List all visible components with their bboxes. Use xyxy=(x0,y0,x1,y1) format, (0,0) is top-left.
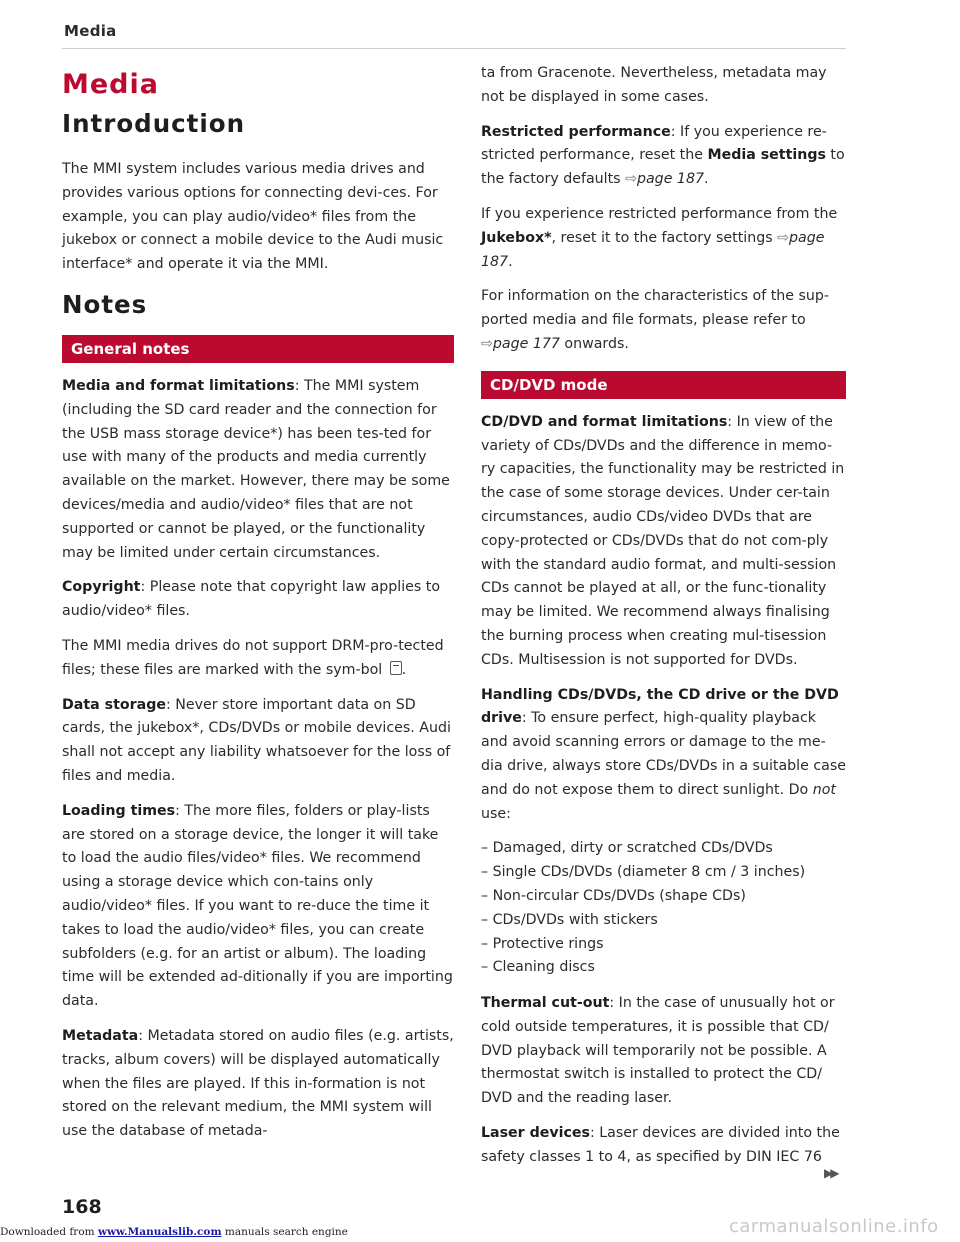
paragraph-copyright xyxy=(62,576,454,624)
paragraph-metadata-continued: ta from Gracenote. Nevertheless, metadata may not be displayed in some cases. xyxy=(481,65,827,105)
intro-paragraph: The MMI system includes various media drives and provides various options for connecting devi-ces. For example, you can play audio/video* files from the jukebox or connect a mobile device to the Audi music interface* and operate it via the MMI. xyxy=(62,161,444,273)
term-thermal-cutout: Thermal cut-out xyxy=(481,995,610,1012)
left-column xyxy=(62,62,454,1155)
text-handling-b: use: xyxy=(481,805,511,822)
text-metadata: : Metadata stored on audio files (e.g. artists, tracks, album covers) will be displayed automatically when the files are played. If this in-formation is not stored on the relevant medium, the MMI system will use the database of metada- xyxy=(62,1027,454,1140)
text-data-storage: : Never store important data on SD cards, the jukebox*, CDs/DVDs or mobile devices. Audi shall not accept any liability whatsoever for the loss of files and media. xyxy=(62,696,451,784)
running-header-title: Media xyxy=(64,22,117,40)
paragraph-handling xyxy=(481,684,846,827)
continue-arrow-icon: ▶▶ xyxy=(824,1166,837,1180)
manualslib-link[interactable]: www.Manualslib.com xyxy=(97,1226,222,1238)
paragraph-cd-dvd-limitations xyxy=(481,411,846,673)
cd-dvd-mode-bar: CD/DVD mode xyxy=(481,371,846,399)
chapter-title: Media xyxy=(62,69,159,100)
right-column xyxy=(481,62,846,1181)
paragraph-laser-devices xyxy=(481,1122,846,1170)
paragraph-data-storage xyxy=(62,694,454,789)
paragraph-formats xyxy=(481,285,846,356)
emphasis-not: not xyxy=(812,781,836,798)
section-heading-introduction: Introduction xyxy=(62,109,246,138)
term-restricted-performance: Restricted performance xyxy=(481,123,671,140)
paragraph-thermal-cutout xyxy=(481,992,846,1111)
page-ref-text: page 187 xyxy=(636,171,705,188)
term-jukebox: Jukebox* xyxy=(481,229,552,246)
text-loading-times: : The more files, folders or play-lists are stored on a storage device, the longer it will take to load the audio files/video* files. We recommend using a storage device which con-tains only audio/video* files. If you want to re-duce the time it takes to load the audio/video* files, you can create subfolders (e.g. for an artist or album). The loading time will be extended ad-ditionally if you are importing data. xyxy=(62,802,453,1010)
text-handling: : To ensure perfect, high-quality playback and avoid scanning errors or damage to the me-dia drive, always store CDs/DVDs in a suitable case and do not expose them to direct sunlight. Do xyxy=(481,710,846,798)
text-restricted-b: to the factory defaults xyxy=(481,147,845,188)
paragraph-restricted-performance xyxy=(481,121,846,192)
drm-protected-file-icon xyxy=(390,661,402,675)
text-copyright: : Please note that copyright law applies to audio/video* files. xyxy=(62,579,441,620)
page-ref-text: page 177 xyxy=(492,335,560,352)
arrow-right-icon: ⇨ xyxy=(777,229,790,246)
paragraph-drm xyxy=(62,635,454,683)
text-jukebox-b: , reset it to the factory settings xyxy=(551,229,778,246)
text-thermal-cutout: : In the case of unusually hot or cold outside temperatures, it is possible that CD/ DVD playback will temporarily not be possible. A thermostat switch is installed to protect the CD/ DVD and the reading laser. xyxy=(481,995,835,1107)
term-media-settings: Media settings xyxy=(707,147,826,164)
text-restricted-c: . xyxy=(704,171,709,188)
general-notes-bar: General notes xyxy=(62,335,454,363)
term-copyright: Copyright xyxy=(62,579,141,596)
download-footer xyxy=(0,1226,348,1238)
list-item: – CDs/DVDs with stickers xyxy=(481,911,658,928)
text-media-format-limitations: : The MMI system (including the SD card reader and the connection for the USB mass storage device*) has been tes-ted for use with many of the products and media currently available on the market. However, there may be some devices/media and audio/video* files that are not supported or cannot be played, or the functionality may be limited under certain circumstances. xyxy=(62,377,450,561)
list-item: – Protective rings xyxy=(481,935,604,952)
page-number: 168 xyxy=(62,1196,102,1218)
term-data-storage: Data storage xyxy=(62,696,166,713)
download-suffix: manuals search engine xyxy=(221,1226,348,1238)
text-formats-a: For information on the characteristics of the sup-ported media and file formats, please refer to xyxy=(481,288,830,329)
text-jukebox-c: . xyxy=(508,253,513,270)
page-ref-text: page 187 xyxy=(481,229,825,270)
text-formats-b: onwards. xyxy=(559,335,629,352)
text-drm: The MMI media drives do not support DRM-pro-tected files; these files are marked with the sym-bol xyxy=(62,637,444,678)
watermark: carmanualsonline.info xyxy=(729,1216,939,1237)
arrow-right-icon: ⇨ xyxy=(481,335,493,352)
term-cd-dvd-limitations: CD/DVD and format limitations xyxy=(481,413,728,430)
list-item: – Non-circular CDs/DVDs (shape CDs) xyxy=(481,887,746,904)
download-prefix: Downloaded from xyxy=(0,1226,98,1238)
arrow-right-icon: ⇨ xyxy=(625,171,637,188)
text-drm-end: . xyxy=(401,661,407,678)
page-ref-link-177[interactable] xyxy=(481,336,560,352)
term-loading-times: Loading times xyxy=(62,802,176,819)
paragraph-jukebox xyxy=(481,203,846,274)
paragraph-media-format-limitations xyxy=(62,375,454,565)
list-item: – Single CDs/DVDs (diameter 8 cm / 3 inches) xyxy=(481,864,806,881)
term-media-format-limitations: Media and format limitations xyxy=(62,377,295,394)
text-cd-dvd-limitations: : In view of the variety of CDs/DVDs and the difference in memo-ry capacities, the functionality may be restricted in the case of some storage devices. Under cer-tain circumstances, audio CDs/video DVDs that are copy-protected or CDs/DVDs that do not com-ply with the standard audio format, and multi-session CDs cannot be played at all, or the func-tionality may be limited. We recommend always finalising the burning process when creating mul-tisession CDs. Multisession is not supported for DVDs. xyxy=(481,413,845,668)
text-laser-devices: : Laser devices are divided into the safety classes 1 to 4, as specified by DIN IEC 76 xyxy=(481,1125,840,1165)
text-jukebox-a: If you experience restricted performance from the xyxy=(481,205,838,222)
header-divider xyxy=(62,48,846,49)
page-ref-link-187-a[interactable] xyxy=(625,171,704,187)
term-metadata: Metadata xyxy=(62,1027,139,1044)
text-restricted-a: : If you experience re-stricted performance, reset the xyxy=(481,123,827,164)
section-heading-notes: Notes xyxy=(62,289,148,319)
do-not-use-list xyxy=(481,837,846,980)
paragraph-loading-times xyxy=(62,800,454,1014)
paragraph-metadata xyxy=(62,1025,454,1144)
list-item: – Damaged, dirty or scratched CDs/DVDs xyxy=(481,840,773,857)
list-item: – Cleaning discs xyxy=(481,959,595,976)
term-handling: Handling CDs/DVDs, the CD drive or the DVD drive xyxy=(481,686,839,727)
term-laser-devices: Laser devices xyxy=(481,1125,590,1142)
